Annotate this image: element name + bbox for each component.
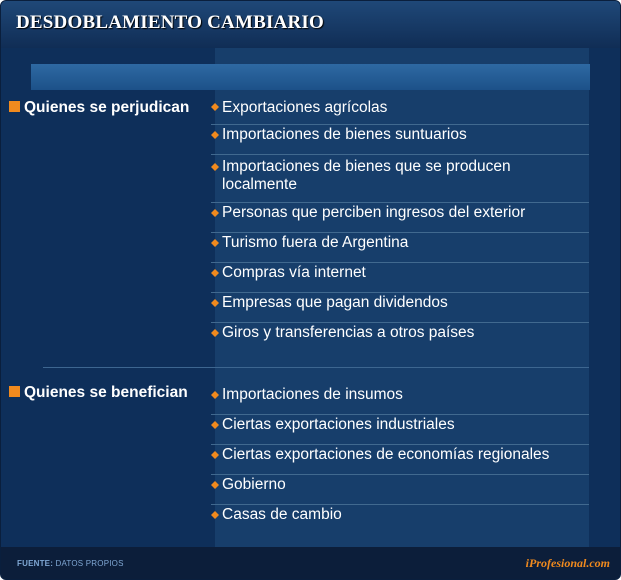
diamond-bullet-icon [211,269,219,277]
list-item-label: Turismo fuera de Argentina [222,234,409,251]
list-perjudican [211,95,589,352]
diamond-bullet-icon [211,329,219,337]
diamond-bullet-icon [211,299,219,307]
diamond-bullet-icon [211,163,219,171]
list-item-label: Ciertas exportaciones de economías regionales [222,446,550,463]
list-item-label: Importaciones de bienes que se producen localmente [222,158,511,193]
source-value: DATOS PROPIOS [55,559,124,568]
list-item-label: Ciertas exportaciones industriales [222,416,455,433]
diamond-bullet-icon [211,421,219,429]
list-item-label: Compras vía internet [222,264,366,281]
list-item [211,203,589,233]
source-label: FUENTE: [17,559,54,568]
category-column [1,48,215,547]
list-item-label: Exportaciones agrícolas [222,99,388,116]
list-item [211,155,589,203]
list-item [211,505,589,534]
list-item [211,233,589,263]
list-item [211,323,589,352]
list-item [211,95,589,125]
group-divider [43,367,589,368]
orange-square-icon [9,386,20,397]
diamond-bullet-icon [211,511,219,519]
page-title: DESDOBLAMIENTO CAMBIARIO [16,12,324,33]
list-item [211,445,589,475]
list-item [211,385,589,415]
source-note [17,559,124,568]
diamond-bullet-icon [211,209,219,217]
group-title-label: Quienes se perjudican [24,99,190,116]
diamond-bullet-icon [211,239,219,247]
orange-square-icon [9,101,20,112]
list-item-label: Importaciones de insumos [222,386,403,403]
list-item-label: Gobierno [222,476,286,493]
header-bar [1,1,620,48]
list-item-label: Casas de cambio [222,506,342,523]
diamond-bullet-icon [211,481,219,489]
list-item-label: Personas que perciben ingresos del exterior [222,204,526,221]
diamond-bullet-icon [211,391,219,399]
group-title-label: Quienes se benefician [24,384,188,401]
header-band [31,64,590,90]
list-benefician [211,385,589,534]
list-item [211,475,589,505]
right-column-strip [589,48,620,547]
list-item [211,415,589,445]
diamond-bullet-icon [211,131,219,139]
diamond-bullet-icon [211,451,219,459]
list-item [211,263,589,293]
group-title-perjudican [9,99,189,117]
brand-logo: iProfesional.com [525,556,610,570]
footer-bar [1,547,620,579]
group-title-benefician [9,384,188,402]
list-item [211,293,589,323]
list-item [211,125,589,155]
diamond-bullet-icon [211,103,219,111]
list-item-label: Empresas que pagan dividendos [222,294,448,311]
list-item-label: Giros y transferencias a otros países [222,324,475,341]
list-item-label: Importaciones de bienes suntuarios [222,126,467,143]
